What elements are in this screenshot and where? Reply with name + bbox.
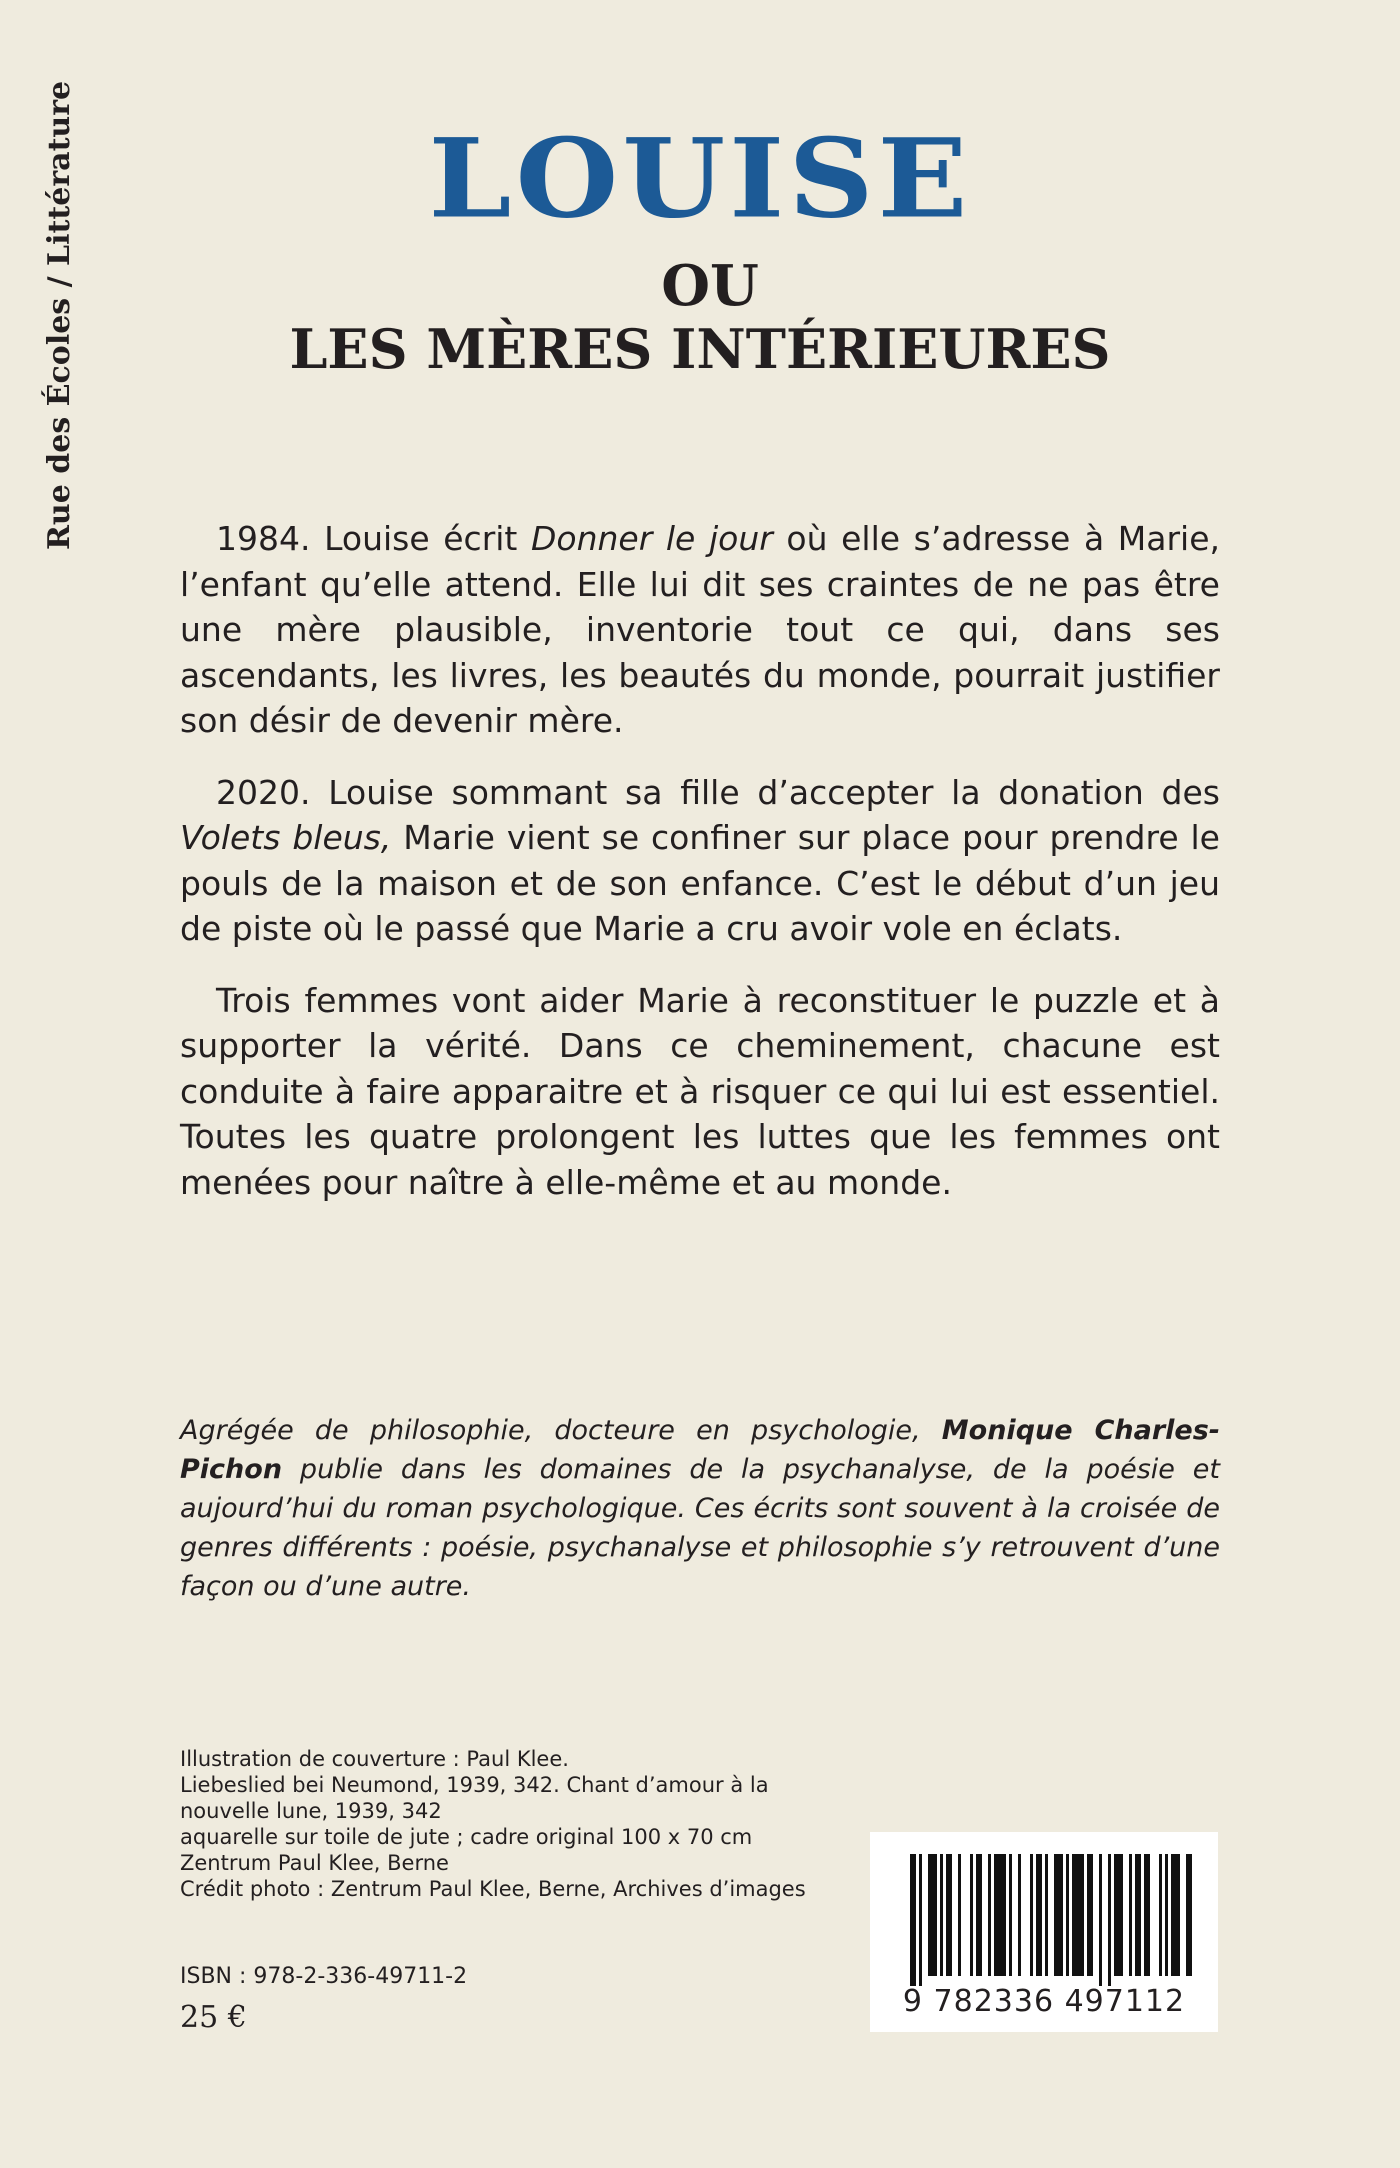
credit-line: Zentrum Paul Klee, Berne: [180, 1851, 449, 1875]
bio-text: Agrégée de philosophie, docteure en psychologie,: [180, 1415, 942, 1446]
barcode-digits: 9 782336 497112: [902, 1984, 1186, 2019]
blurb-paragraph-1: [180, 516, 1220, 744]
barcode-bar: [946, 1854, 952, 1976]
barcode-bar: [958, 1854, 961, 1976]
barcode-bar: [1165, 1854, 1168, 1976]
barcode-bar: [1072, 1854, 1084, 1976]
blurb-text: où elle s’adresse à Marie, l’enfant qu’elle attend. Elle lui dit ses craintes de ne pas être une mère plausible, inventorie tout ce qui, dans ses ascendants, les livres, les beautés du monde, pourrait justifier son désir de devenir mère.: [180, 519, 1221, 740]
credit-line: Illustration de couverture : Paul Klee.: [180, 1747, 569, 1771]
credit-line: Crédit photo : Zentrum Paul Klee, Berne, Archives d’images: [180, 1877, 806, 1901]
barcode-bar: [994, 1854, 1006, 1976]
illustration-credits: [180, 1746, 810, 1902]
barcode-bar: [1144, 1854, 1150, 1976]
blurb-paragraph-3: Trois femmes vont aider Marie à reconstituer le puzzle et à supporter la vérité. Dans ce cheminement, chacune est conduite à faire apparaitre et à risquer ce qui lui est essentiel. Toutes les quatre prolongent les luttes que les femmes ont menées pour naître à elle-même et au monde.: [180, 980, 1220, 1202]
bio-text: publie dans les domaines de la psychanalyse, de la poésie et aujourd’hui du roman psychologique. Ces écrits sont souvent à la croisée de genres différents : poésie, psychanalyse et philosophie s’y retrouvent d’une façon ou d’une autre.: [180, 1454, 1220, 1602]
barcode-bar: [1036, 1854, 1042, 1976]
title-connector: OU: [661, 253, 759, 319]
barcode-bar: [1114, 1854, 1123, 1976]
barcode-bar: [970, 1854, 973, 1976]
author-bio: [180, 1411, 1220, 1606]
barcode-bar: [1159, 1854, 1162, 1976]
barcode: [870, 1832, 1218, 2032]
blurb-text: Marie vient se confiner sur place pour prendre le pouls de la maison et de son enfance. C’est le début d’un jeu de piste où le passé que Marie a cru avoir vole en éclats.: [180, 818, 1220, 948]
barcode-bar: [1045, 1854, 1048, 1976]
blurb-text: 1984. Louise écrit: [216, 519, 531, 558]
barcode-bar: [928, 1854, 937, 1976]
barcode-bar: [1066, 1854, 1069, 1976]
barcode-bar: [1186, 1854, 1192, 1976]
credit-line: Liebeslied bei Neumond, 1939, 342. Chant d’amour à la nouvelle lune, 1939, 342: [180, 1773, 769, 1823]
back-cover-blurb: [180, 516, 1220, 1231]
barcode-bar: [1087, 1854, 1093, 1976]
book-title: LOUISE: [428, 114, 972, 243]
barcode-bar: [1099, 1854, 1102, 1986]
barcode-bar: [940, 1854, 943, 1976]
barcode-bar: [988, 1854, 991, 1976]
isbn: ISBN : 978-2-336-49711-2: [180, 1964, 468, 1989]
barcode-bar: [976, 1854, 982, 1976]
barcode-bar: [910, 1854, 916, 1986]
spine-label: [42, 80, 102, 560]
price: 25 €: [180, 2000, 247, 2035]
barcode-bar: [919, 1854, 922, 1986]
barcode-bar: [1135, 1854, 1141, 1976]
collection-name: Rue des Écoles / Littérature: [42, 80, 77, 550]
barcode-bar: [1054, 1854, 1063, 1976]
barcode-bar: [1108, 1854, 1111, 1986]
blurb-paragraph-2: [180, 770, 1220, 952]
house-name: Volets bleus,: [180, 818, 392, 857]
barcode-bar: [1018, 1854, 1021, 1976]
book-subtitle: LES MÈRES INTÉRIEURES: [289, 317, 1111, 381]
credit-line: aquarelle sur toile de jute ; cadre original 100 x 70 cm: [180, 1825, 753, 1849]
barcode-bar: [1030, 1854, 1033, 1976]
barcode-bar: [1129, 1854, 1132, 1976]
barcode-bar: [1171, 1854, 1180, 1976]
author-name: Monique Charles-Pichon: [180, 1415, 1220, 1485]
blurb-text: 2020. Louise sommant sa fille d’accepter la donation des: [216, 772, 1220, 812]
book-reference: Donner le jour: [530, 519, 773, 558]
barcode-bar: [1009, 1854, 1012, 1976]
